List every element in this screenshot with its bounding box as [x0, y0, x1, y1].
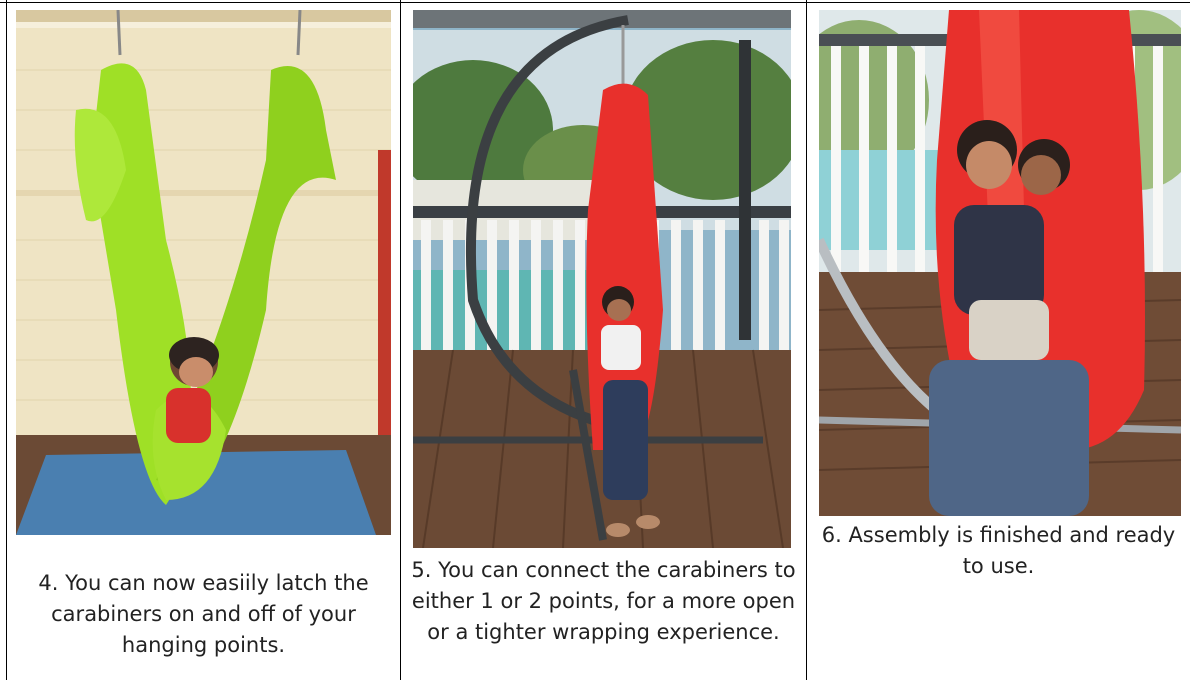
step-6-caption: 6. Assembly is finished and ready to use. — [821, 523, 1176, 578]
step-5-caption: 5. You can connect the carabiners to either 1 or 2 points, for a more open or a tighter wrapping experience. — [411, 558, 796, 644]
child-in-green-aerial-sling-photo — [16, 10, 391, 535]
step-cell-6 — [807, 0, 1190, 680]
adult-and-child-in-red-sling-photo — [819, 10, 1181, 516]
child-in-red-sling-on-stand-photo — [413, 10, 791, 548]
step-cell-4 — [7, 0, 400, 680]
step-cell-5 — [401, 0, 806, 680]
step-4-caption: 4. You can now easiily latch the carabiners on and off of your hanging points. — [38, 571, 369, 657]
